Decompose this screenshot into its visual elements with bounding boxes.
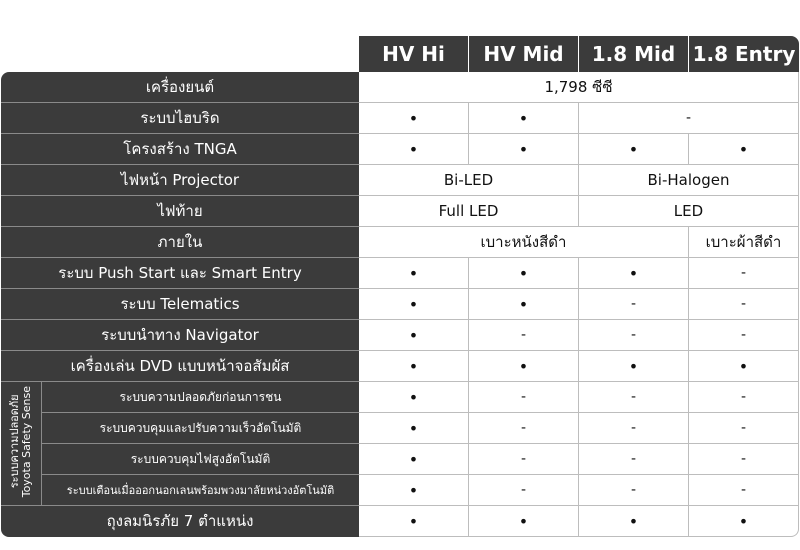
row-telematics <box>1 289 799 320</box>
cell-hv-mid: • <box>469 351 579 382</box>
row-dvd <box>1 351 799 382</box>
cell-hv-hi: • <box>359 103 469 134</box>
row-drcc <box>1 413 799 444</box>
cell-hv-hi: • <box>359 382 469 413</box>
cell-hv-mid: - <box>469 413 579 444</box>
row-label: เครื่องยนต์ <box>1 72 359 103</box>
cell-hv-hi: • <box>359 320 469 351</box>
cell-hv-mid: • <box>469 258 579 289</box>
cell-18-entry: เบาะผ้าสีดำ <box>689 227 799 258</box>
row-label: ภายใน <box>1 227 359 258</box>
row-ahb <box>1 444 799 475</box>
cell-hv-both: Full LED <box>359 196 579 227</box>
header-row <box>1 36 799 72</box>
cell-hv-mid: • <box>469 506 579 537</box>
cell-18-entry: • <box>689 351 799 382</box>
row-label: ระบบความปลอดภัยก่อนการชน <box>41 382 359 413</box>
row-pcs <box>1 382 799 413</box>
row-navigator <box>1 320 799 351</box>
cell-18-mid: - <box>579 475 689 506</box>
cell-18-mid: - <box>579 444 689 475</box>
row-label: ระบบเตือนเมื่อออกนอกเลนพร้อมพวงมาลัยหน่วงอัตโนมัติ <box>41 475 359 506</box>
row-label: โครงสร้าง TNGA <box>1 134 359 165</box>
cell-hv-mid: • <box>469 134 579 165</box>
cell-18-entry: - <box>689 413 799 444</box>
cell-18-mid: • <box>579 351 689 382</box>
row-label: เครื่องเล่น DVD แบบหน้าจอสัมผัส <box>1 351 359 382</box>
cell-18-entry: • <box>689 506 799 537</box>
header-18-mid: 1.8 Mid <box>579 36 689 72</box>
cell-hv-mid: • <box>469 289 579 320</box>
cell-18-mid: - <box>579 289 689 320</box>
cell-18-entry: - <box>689 320 799 351</box>
row-engine <box>1 72 799 103</box>
row-label: ระบบ Push Start และ Smart Entry <box>1 258 359 289</box>
row-label: ระบบไฮบริด <box>1 103 359 134</box>
row-label: ระบบควบคุมและปรับความเร็วอัตโนมัติ <box>41 413 359 444</box>
row-headlamp <box>1 165 799 196</box>
cell-hv-hi: • <box>359 413 469 444</box>
row-tnga <box>1 134 799 165</box>
cell-18-entry: - <box>689 444 799 475</box>
cell-hv-mid: - <box>469 320 579 351</box>
header-18-entry: 1.8 Entry <box>689 36 799 72</box>
row-airbags <box>1 506 799 537</box>
row-label: ถุงลมนิรภัย 7 ตำแหน่ง <box>1 506 359 537</box>
cell-18-both: LED <box>579 196 799 227</box>
cell-18-mid: - <box>579 413 689 444</box>
header-hv-hi: HV Hi <box>359 36 469 72</box>
safety-group-label: ระบบความปลอดภัย Toyota Safety Sense <box>8 385 33 498</box>
header-hv-mid: HV Mid <box>469 36 579 72</box>
cell-hv-hi-to-18-mid: เบาะหนังสีดำ <box>359 227 689 258</box>
cell-hv-mid: • <box>469 103 579 134</box>
cell-hv-mid: - <box>469 382 579 413</box>
row-hybrid <box>1 103 799 134</box>
cell-hv-mid: - <box>469 475 579 506</box>
spec-comparison-table <box>1 36 799 537</box>
cell-18-both: - <box>579 103 799 134</box>
engine-value: 1,798 ซีซี <box>359 72 799 103</box>
row-label: ไฟท้าย <box>1 196 359 227</box>
cell-hv-hi: • <box>359 506 469 537</box>
cell-18-mid: • <box>579 258 689 289</box>
cell-18-entry: - <box>689 475 799 506</box>
header-corner <box>1 36 359 72</box>
row-label: ไฟหน้า Projector <box>1 165 359 196</box>
row-label: ระบบควบคุมไฟสูงอัตโนมัติ <box>41 444 359 475</box>
row-push-start <box>1 258 799 289</box>
cell-hv-hi: • <box>359 351 469 382</box>
cell-18-entry: - <box>689 258 799 289</box>
row-label: ระบบ Telematics <box>1 289 359 320</box>
cell-hv-hi: • <box>359 475 469 506</box>
cell-hv-hi: • <box>359 444 469 475</box>
cell-18-both: Bi-Halogen <box>579 165 799 196</box>
cell-18-entry: • <box>689 134 799 165</box>
cell-18-mid: • <box>579 506 689 537</box>
cell-hv-both: Bi-LED <box>359 165 579 196</box>
safety-group-cell <box>1 382 41 506</box>
cell-18-mid: - <box>579 382 689 413</box>
cell-hv-mid: - <box>469 444 579 475</box>
cell-hv-hi: • <box>359 134 469 165</box>
cell-18-entry: - <box>689 382 799 413</box>
row-lda <box>1 475 799 506</box>
cell-18-mid: • <box>579 134 689 165</box>
cell-hv-hi: • <box>359 289 469 320</box>
cell-hv-hi: • <box>359 258 469 289</box>
row-interior <box>1 227 799 258</box>
row-label: ระบบนำทาง Navigator <box>1 320 359 351</box>
cell-18-entry: - <box>689 289 799 320</box>
cell-18-mid: - <box>579 320 689 351</box>
row-taillamp <box>1 196 799 227</box>
